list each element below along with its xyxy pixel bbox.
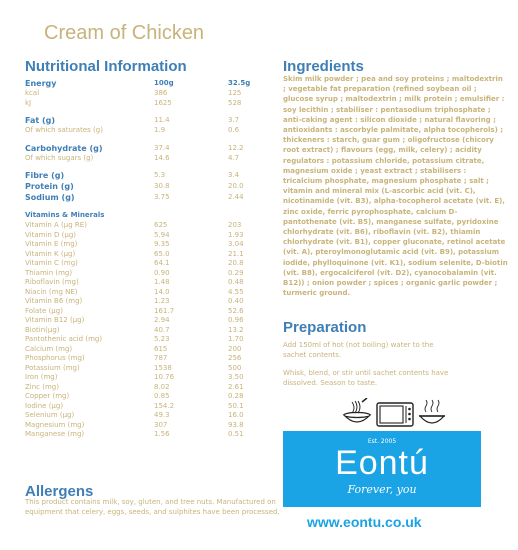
row-value-100g: 14.6 xyxy=(154,153,170,162)
row-value-serving: 2.61 xyxy=(228,382,244,391)
preparation-step-2: Whisk, blend, or stir until sachet contents have dissolved. Season to taste. xyxy=(283,369,449,388)
row-value-100g: 1.56 xyxy=(154,430,170,438)
row-label: Magnesium (mg) xyxy=(25,420,85,429)
table-row xyxy=(25,297,277,307)
row-value-serving: 4.55 xyxy=(228,287,244,296)
allergens-text: This product contains milk, soy, gluten, and tree nuts. Manufactured on equipment that celery, eggs, seeds, and sulphites have been processed. xyxy=(25,498,280,517)
row-label: Of which sugars (g) xyxy=(25,153,94,162)
table-row xyxy=(25,316,277,326)
row-label: Fibre (g) xyxy=(25,171,65,180)
whisk-bowl-icon xyxy=(344,398,370,422)
row-value-serving: 203 xyxy=(228,221,242,229)
row-value-100g: 1.23 xyxy=(154,297,170,305)
table-row xyxy=(25,345,277,355)
row-value-100g: 307 xyxy=(154,420,168,429)
table-row xyxy=(25,288,277,298)
table-row xyxy=(25,170,277,181)
row-label: Fat (g) xyxy=(25,116,56,125)
table-row xyxy=(25,192,277,203)
row-value-serving: 0.40 xyxy=(228,297,244,305)
energy-label: Energy xyxy=(25,79,57,88)
table-row xyxy=(25,373,277,383)
row-value-100g: 5.94 xyxy=(154,230,170,239)
row-value-100g: 5.23 xyxy=(154,335,170,343)
row-value-serving: 3.50 xyxy=(228,373,244,381)
table-row xyxy=(25,354,277,364)
row-value-serving: 3.4 xyxy=(228,171,240,179)
row-value-serving: 16.0 xyxy=(228,411,244,419)
row-label: Of which saturates (g) xyxy=(25,126,103,134)
row-label: Vitamin C (mg) xyxy=(25,259,78,267)
column-serving: 32.5g xyxy=(228,79,251,87)
row-label: Vitamin B12 (µg) xyxy=(25,316,85,324)
row-label: Biotin(µg) xyxy=(25,325,60,334)
row-label: Vitamin A (µg RE) xyxy=(25,221,87,229)
row-value-100g: 0.85 xyxy=(154,392,170,400)
microwave-icon xyxy=(377,403,413,426)
table-row xyxy=(25,421,277,431)
table-row xyxy=(25,143,277,154)
row-value-serving: 20.0 xyxy=(228,182,244,190)
vitamins-minerals-heading xyxy=(25,210,277,221)
row-value-serving: 13.2 xyxy=(228,325,244,334)
row-label: Vitamin K (µg) xyxy=(25,249,76,258)
row-label: Selenium (µg) xyxy=(25,411,75,419)
row-value-serving: 3.04 xyxy=(228,240,244,248)
row-label: Phosphorus (mg) xyxy=(25,354,85,362)
row-value-serving: 1.93 xyxy=(228,230,244,239)
row-value-100g: 49.3 xyxy=(154,411,170,419)
row-value-100g: 1625 xyxy=(154,98,172,107)
table-row xyxy=(25,411,277,421)
row-label: Riboflavin (mg) xyxy=(25,278,79,286)
row-value-100g: 787 xyxy=(154,354,168,362)
row-value-serving: 0.96 xyxy=(228,316,244,324)
row-label: Niacin (mg NE) xyxy=(25,287,78,296)
row-value-100g: 154.2 xyxy=(154,401,175,410)
established-label: Est. 2005 xyxy=(367,438,397,445)
row-value-serving: 52.6 xyxy=(228,306,244,315)
row-label: Calcium (mg) xyxy=(25,344,73,353)
row-value-serving: 200 xyxy=(228,344,242,353)
row-value-100g: 386 xyxy=(154,89,168,97)
row-value-100g: 14.0 xyxy=(154,287,170,296)
table-header-row xyxy=(25,78,277,89)
soup-bowl-icon xyxy=(419,400,445,423)
table-row xyxy=(25,383,277,393)
row-value-serving: 12.2 xyxy=(228,143,244,152)
brand-logo: Eontú xyxy=(335,444,429,482)
row-value-100g: 1.48 xyxy=(154,278,170,286)
row-label: Iron (mg) xyxy=(25,373,58,381)
row-value-100g: 5.3 xyxy=(154,171,166,179)
row-label: Iodine (µg) xyxy=(25,401,64,410)
table-row xyxy=(25,430,277,440)
brand-banner xyxy=(283,431,481,507)
row-label: Protein (g) xyxy=(25,182,74,191)
table-row xyxy=(25,115,277,126)
row-value-serving: 528 xyxy=(228,98,242,107)
row-value-serving: 1.70 xyxy=(228,335,244,343)
row-value-serving: 3.7 xyxy=(228,116,240,124)
row-value-serving: 125 xyxy=(228,89,242,97)
preparation-step-1: Add 150ml of hot (not boiling) water to the sachet contents. xyxy=(283,341,434,360)
row-value-100g: 8.02 xyxy=(154,382,170,391)
table-row xyxy=(25,221,277,231)
row-label: Sodium (g) xyxy=(25,193,75,202)
vitamin-list xyxy=(25,221,277,440)
row-value-100g: 37.4 xyxy=(154,143,170,152)
table-row xyxy=(25,231,277,241)
row-label: kJ xyxy=(25,98,32,107)
row-value-100g: 625 xyxy=(154,221,168,229)
row-value-100g: 11.4 xyxy=(154,116,170,124)
row-label: Potassium (mg) xyxy=(25,363,80,372)
preparation-icons xyxy=(340,398,450,431)
row-value-100g: 3.75 xyxy=(154,193,170,201)
website-link[interactable]: www.eontu.co.uk xyxy=(307,514,422,530)
row-value-serving: 500 xyxy=(228,363,242,372)
ingredients-text: Skim milk powder ; pea and soy proteins ; maltodextrin ; vegetable fat preparation (refined soybean oil ; glucose syrup ; maltodextrin ; milk protein ; emulsifier : soy lecithin ; stabiliser : pentasodium triphosphate ; anti-caking agent : silicon dioxide ; natural flavoring ; antioxidants : ascorbyle palmitate, alpha tocopherols) ; thickeners : starch, guar gum ; oligofructose (chicory root extract) ; flavours (egg, milk, celery) ; acidity regulators : potassium chloride, potassium citrate, magnesium oxide ; yeast extract ; stabilisers : tricalcium phosphate, magnesium phosphate ; salt ; vitamin and mineral mix (L-ascorbic acid (vit. C), nicotinamide (vit. B3), alpha-tocopherol acetate (vit. E), zinc oxide, ferric pyrophosphate, calcium D-pantothenate (vit. B5), manganese sulfate, pyridoxine chlorhydrate (vit. B6), riboflavin (vit. B2), thiamin chlorhydrate (vit. B1), copper gluconate, retinol acetate (vit. A), pteroylmonoglutamic acid (vit. B9), potassium iodide, phylloquinone (vit. K1), sodium selenite, D-biotin (vit. B8), ergocalciferol (vit. D2), cyanocobalamin (vit. B12)) ; onion powder ; spices ; organic garlic powder ; turmeric ground. xyxy=(283,75,508,298)
table-row xyxy=(25,364,277,374)
brand-tagline: Forever, you xyxy=(347,483,417,496)
table-row xyxy=(25,335,277,345)
row-value-100g: 1.9 xyxy=(154,126,166,134)
table-row xyxy=(25,326,277,336)
table-row xyxy=(25,89,277,99)
row-value-serving: 50.1 xyxy=(228,401,244,410)
row-value-serving: 93.8 xyxy=(228,420,244,429)
row-value-100g: 40.7 xyxy=(154,325,170,334)
row-value-serving: 0.51 xyxy=(228,430,244,438)
table-row xyxy=(25,278,277,288)
row-value-serving: 2.44 xyxy=(228,193,244,201)
section-label: Vitamins & Minerals xyxy=(25,211,105,219)
row-value-100g: 65.0 xyxy=(154,249,170,258)
row-value-100g: 9.35 xyxy=(154,240,170,248)
product-title: Cream of Chicken xyxy=(44,22,205,44)
table-row xyxy=(25,307,277,317)
row-value-100g: 1538 xyxy=(154,363,172,372)
table-row xyxy=(25,126,277,136)
table-row xyxy=(25,250,277,260)
row-label: Vitamin E (mg) xyxy=(25,240,78,248)
nutrition-table xyxy=(25,78,277,440)
row-label: Vitamin D (µg) xyxy=(25,230,77,239)
row-label: Manganese (mg) xyxy=(25,430,85,438)
row-value-100g: 615 xyxy=(154,344,168,353)
column-100g: 100g xyxy=(154,79,174,87)
table-row xyxy=(25,259,277,269)
row-value-serving: 256 xyxy=(228,354,242,362)
preparation-heading: Preparation xyxy=(283,319,367,336)
row-value-100g: 64.1 xyxy=(154,259,170,267)
row-value-serving: 0.28 xyxy=(228,392,244,400)
row-label: Thiamin (mg) xyxy=(25,268,73,277)
row-value-serving: 4.7 xyxy=(228,153,240,162)
row-value-100g: 2.94 xyxy=(154,316,170,324)
row-value-serving: 21.1 xyxy=(228,249,244,258)
row-label: Copper (mg) xyxy=(25,392,70,400)
table-row xyxy=(25,402,277,412)
table-row xyxy=(25,154,277,164)
row-label: Vitamin B6 (mg) xyxy=(25,297,83,305)
allergens-heading: Allergens xyxy=(25,483,94,500)
row-label: kcal xyxy=(25,89,40,97)
row-value-100g: 0.90 xyxy=(154,268,170,277)
row-value-serving: 0.29 xyxy=(228,268,244,277)
nutrition-heading: Nutritional Information xyxy=(25,58,187,75)
row-label: Carbohydrate (g) xyxy=(25,143,103,153)
table-row xyxy=(25,392,277,402)
table-row xyxy=(25,99,277,109)
row-value-100g: 30.8 xyxy=(154,182,170,190)
row-label: Zinc (mg) xyxy=(25,382,59,391)
table-row xyxy=(25,269,277,279)
table-row xyxy=(25,181,277,192)
table-row xyxy=(25,240,277,250)
row-value-serving: 0.48 xyxy=(228,278,244,286)
row-value-serving: 20.8 xyxy=(228,259,244,267)
ingredients-heading: Ingredients xyxy=(283,58,364,75)
row-label: Pantothenic acid (mg) xyxy=(25,335,103,343)
row-value-serving: 0.6 xyxy=(228,126,240,134)
row-label: Folate (µg) xyxy=(25,306,63,315)
row-value-100g: 161.7 xyxy=(154,306,175,315)
row-value-100g: 10.76 xyxy=(154,373,175,381)
